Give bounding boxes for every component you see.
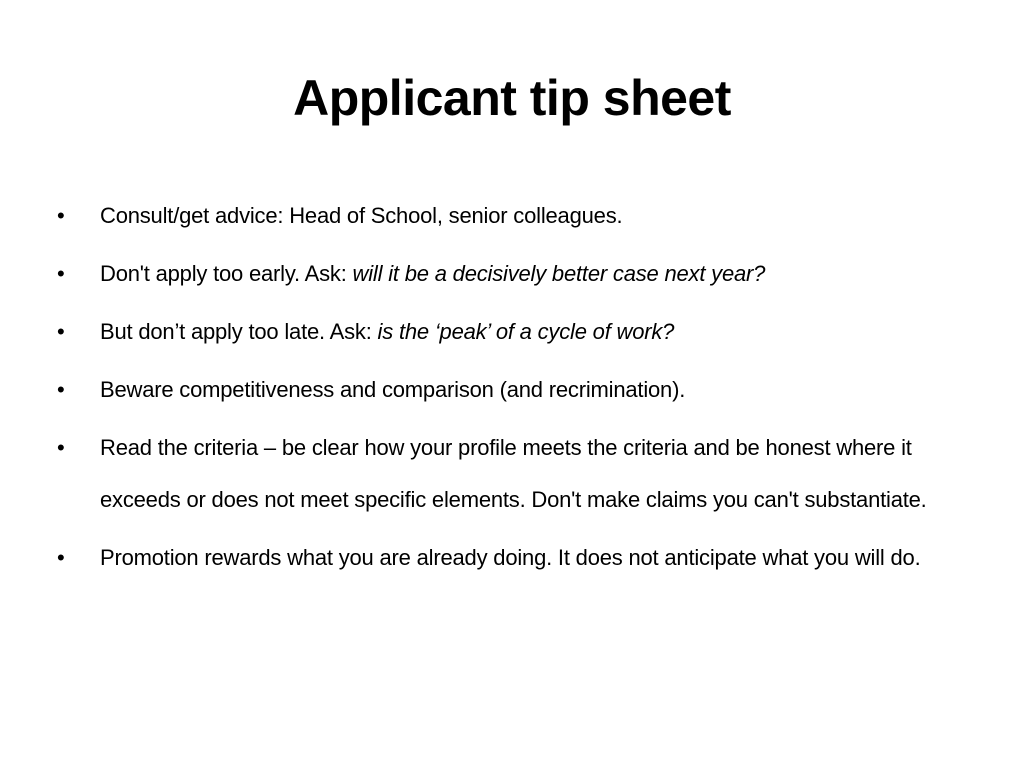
bullet-icon: • — [57, 435, 65, 460]
bullet-icon: • — [57, 377, 65, 402]
bullet-text: Promotion rewards what you are already doing. It does not anticipate what you will do. — [100, 545, 921, 570]
bullet-icon: • — [57, 545, 65, 570]
bullet-icon: • — [57, 203, 65, 228]
bullet-item — [57, 422, 962, 526]
bullet-text: But don’t apply too late. Ask: — [100, 319, 378, 344]
bullet-icon: • — [57, 319, 65, 344]
bullet-item — [57, 532, 962, 584]
bullet-text: Consult/get advice: Head of School, senior colleagues. — [100, 203, 623, 228]
bullet-list — [57, 190, 962, 590]
bullet-italic-text: will it be a decisively better case next year? — [352, 261, 766, 286]
bullet-text: Beware competitiveness and comparison (and recrimination). — [100, 377, 686, 402]
bullet-item — [57, 190, 962, 242]
bullet-text: Don't apply too early. Ask: — [100, 261, 353, 286]
bullet-italic-text: is the ‘peak’ of a cycle of work? — [377, 319, 675, 344]
bullet-item — [57, 364, 962, 416]
bullet-text: Read the criteria – be clear how your profile meets the criteria and be honest where it exceeds or does not meet specific elements. Don't make claims you can't substantiate. — [100, 435, 927, 512]
slide-title: Applicant tip sheet — [293, 70, 731, 126]
bullet-icon: • — [57, 261, 65, 286]
bullet-item — [57, 248, 962, 300]
bullet-item — [57, 306, 962, 358]
